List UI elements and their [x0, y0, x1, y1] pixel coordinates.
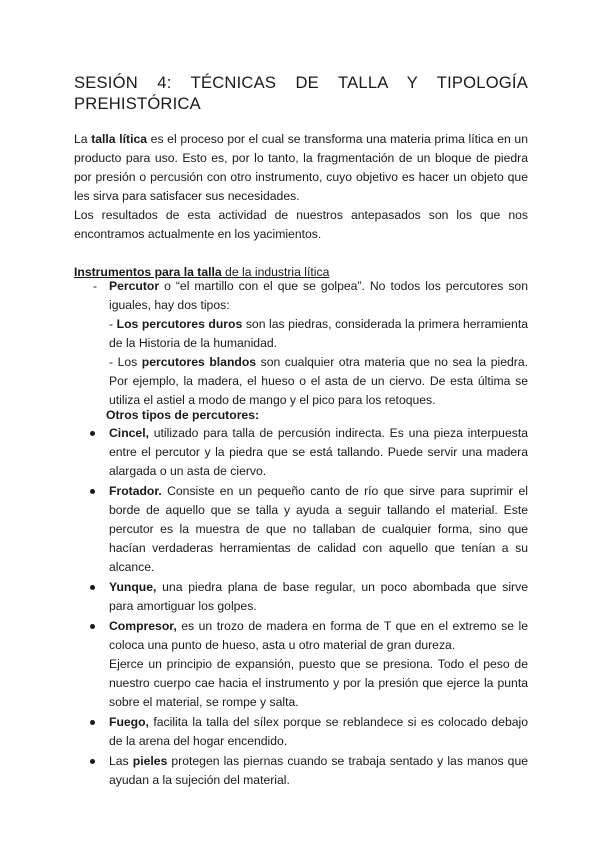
item-text: Consiste en un pequeño canto de río que sirve para suprimir el borde de aquello que se talla y ayuda a seguir tallando el material. Este percutor es la muestra de que no tallaban de cualquier forma, sino que hacían verdaderas herramientas de calidad con aquello que tenían a su alcance.	[109, 484, 528, 574]
list-item	[88, 578, 528, 616]
blandos-text: son cualquier otra materia que no sea la piedra. Por ejemplo, la madera, el hueso o el asta de un ciervo. De esta última se utiliza el astiel a modo de mango y el pico para los retoques.	[109, 355, 528, 407]
blandos-term: percutores blandos	[141, 355, 257, 369]
bullet-icon	[90, 720, 95, 725]
list-item	[88, 752, 528, 790]
list-item	[88, 482, 528, 577]
intro-paragraph-1	[74, 130, 528, 206]
bullet-icon	[90, 489, 95, 494]
item-text: protegen las piernas cuando se trabaja sentado y las manos que ayudan a la sujeción del material.	[109, 754, 528, 787]
percutor-item	[93, 277, 528, 410]
intro-term-talla-litica: talla lítica	[91, 132, 148, 146]
percutor-text: o “el martillo con el que se golpea”. No todos los percutores son iguales, hay dos tipos:	[109, 279, 528, 312]
item-text: facilita la talla del sílex porque se reblandece si es colocado debajo de la arena del hogar encendido.	[109, 715, 528, 748]
percutor-definition	[109, 277, 528, 315]
intro-text-a: La	[74, 132, 92, 146]
list-item	[88, 617, 528, 712]
percutores-blandos	[109, 353, 528, 410]
bullet-icon	[90, 585, 95, 590]
bullet-icon	[90, 624, 95, 629]
item-term: Yunque,	[109, 580, 157, 594]
page-title-line1: SESIÓN 4: TÉCNICAS DE TALLA Y TIPOLOGÍA	[74, 73, 528, 92]
percutores-duros	[109, 315, 528, 353]
percutor-types-list	[88, 424, 528, 791]
bullet-icon	[90, 759, 95, 764]
duros-term: Los percutores duros	[116, 317, 243, 331]
intro-text-b: es el proceso por el cual se transforma una materia prima lítica en un producto para uso. Esto es, por lo tanto, la fragmentación de un bloque de piedra por presión o percusión con otro instrumento, cuyo objetivo es hacer un objeto que les sirva para satisfacer sus necesidades.	[74, 132, 528, 203]
item-text: una piedra plana de base regular, un poco abombada que sirve para amortiguar los golpes.	[109, 580, 528, 613]
list-item	[88, 424, 528, 481]
section-heading-rest: de la industria lítica	[221, 265, 330, 279]
item-text: es un trozo de madera en forma de T que en el extremo se le coloca una punto de hueso, asta u otro material de gran dureza.	[109, 619, 528, 652]
percutor-term: Percutor	[109, 279, 160, 293]
item-term: pieles	[132, 754, 168, 768]
item-term: Frotador.	[109, 484, 162, 498]
item-text: utilizado para talla de percusión indirecta. Es una pieza interpuesta entre el percutor y la piedra que se está tallando. Puede servir una madera alargada o un asta de ciervo.	[109, 426, 528, 478]
duros-prefix: -	[109, 317, 117, 331]
dash-marker: -	[93, 279, 98, 293]
page-title-line2: PREHISTÓRICA	[74, 94, 201, 113]
duros-text: son las piedras, considerada la primera herramienta de la Historia de la humanidad.	[109, 317, 528, 350]
item-term: Fuego,	[109, 715, 149, 729]
bullet-icon	[90, 431, 95, 436]
section-heading-bold: Instrumentos para la talla	[74, 265, 222, 279]
item-term: Cincel,	[109, 426, 149, 440]
item-prefix: Las	[109, 754, 133, 768]
page-title	[74, 72, 528, 114]
other-percutores-heading: Otros tipos de percutores:	[106, 408, 260, 422]
blandos-prefix: - Los	[109, 355, 142, 369]
intro-paragraph-2: Los resultados de esta actividad de nuestros antepasados son los que nos encontramos actualmente en los yacimientos.	[74, 208, 528, 241]
list-item	[88, 713, 528, 751]
item-text-continued: Ejerce un principio de expansión, puesto que se presiona. Todo el peso de nuestro cuerpo cae hacia el instrumento y por la presión que ejerce la punta sobre el material, se rompe y salta.	[109, 657, 528, 709]
item-term: Compresor,	[109, 619, 177, 633]
